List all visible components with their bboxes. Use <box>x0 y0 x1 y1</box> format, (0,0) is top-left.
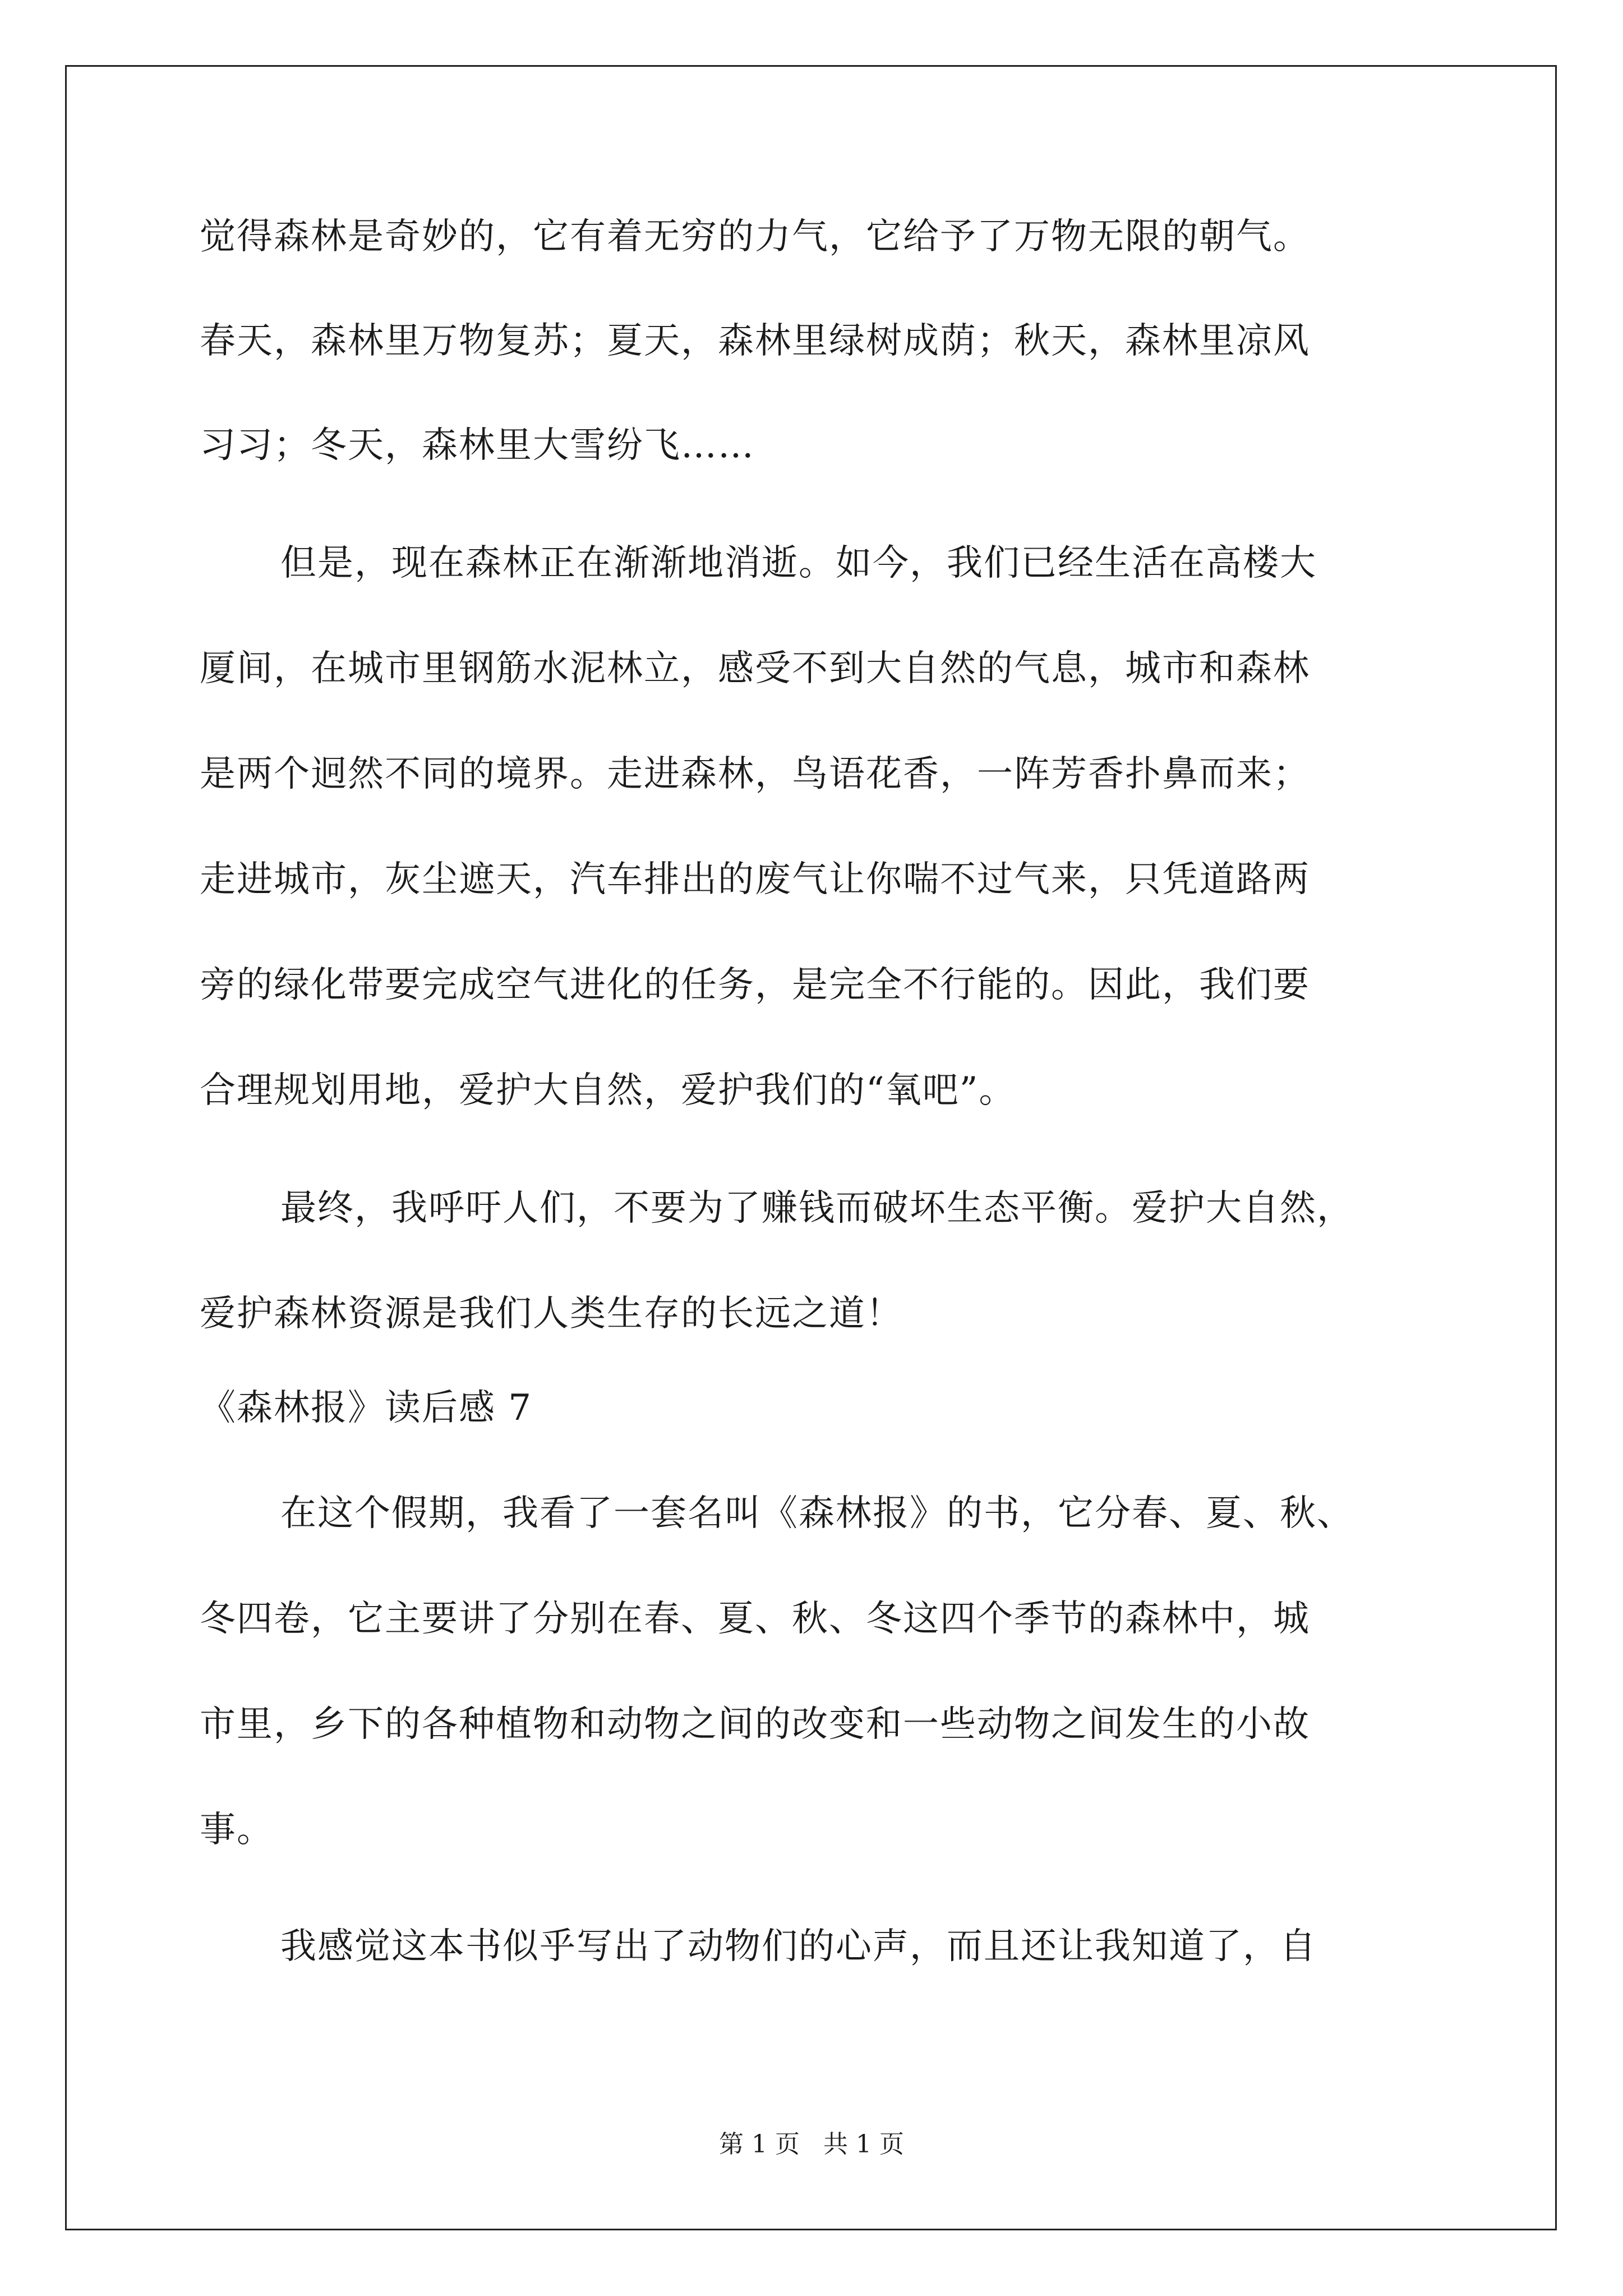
text-line: 合理规划用地，爱护大自然，爱护我们的“氧吧”。 <box>200 1070 1016 1111</box>
text-line: 冬四卷，它主要讲了分别在春、夏、秋、冬这四个季节的森林中，城 <box>200 1598 1310 1640</box>
text-line: 走进城市，灰尘遮天，汽车排出的废气让你喘不过气来，只凭道路两 <box>200 859 1310 900</box>
page-footer: 第 1 页 共 1 页 <box>719 2130 904 2159</box>
paragraph-start: 我感觉这本书似乎写出了动物们的心声，而且还让我知道了，自 <box>280 1926 1317 1967</box>
text-line: 厦间，在城市里钢筋水泥林立，感受不到大自然的气息，城市和森林 <box>200 648 1310 689</box>
paragraph-start: 最终，我呼吁人们，不要为了赚钱而破坏生态平衡。爱护大自然， <box>280 1188 1354 1229</box>
text-line: 觉得森林是奇妙的，它有着无穷的力气，它给予了万物无限的朝气。 <box>200 216 1310 257</box>
text-line: 春天，森林里万物复苏；夏天，森林里绿树成荫；秋天，森林里凉风 <box>200 320 1310 362</box>
text-line: 旁的绿化带要完成空气进化的任务，是完全不行能的。因此，我们要 <box>200 964 1310 1006</box>
paragraph-start: 但是，现在森林正在渐渐地消逝。如今，我们已经生活在高楼大 <box>280 542 1317 584</box>
text-line: 习习；冬天，森林里大雪纷飞…… <box>200 425 755 466</box>
section-heading: 《森林报》读后感 7 <box>200 1387 533 1429</box>
paragraph-start: 在这个假期，我看了一套名叫《森林报》的书，它分春、夏、秋、 <box>280 1493 1354 1534</box>
page-border <box>65 65 1557 2230</box>
text-line: 爱护森林资源是我们人类生存的长远之道！ <box>200 1293 903 1335</box>
text-line: 是两个迥然不同的境界。走进森林，鸟语花香，一阵芳香扑鼻而来； <box>200 753 1310 795</box>
text-line: 事。 <box>200 1809 274 1851</box>
text-line: 市里，乡下的各种植物和动物之间的改变和一些动物之间发生的小故 <box>200 1704 1310 1745</box>
